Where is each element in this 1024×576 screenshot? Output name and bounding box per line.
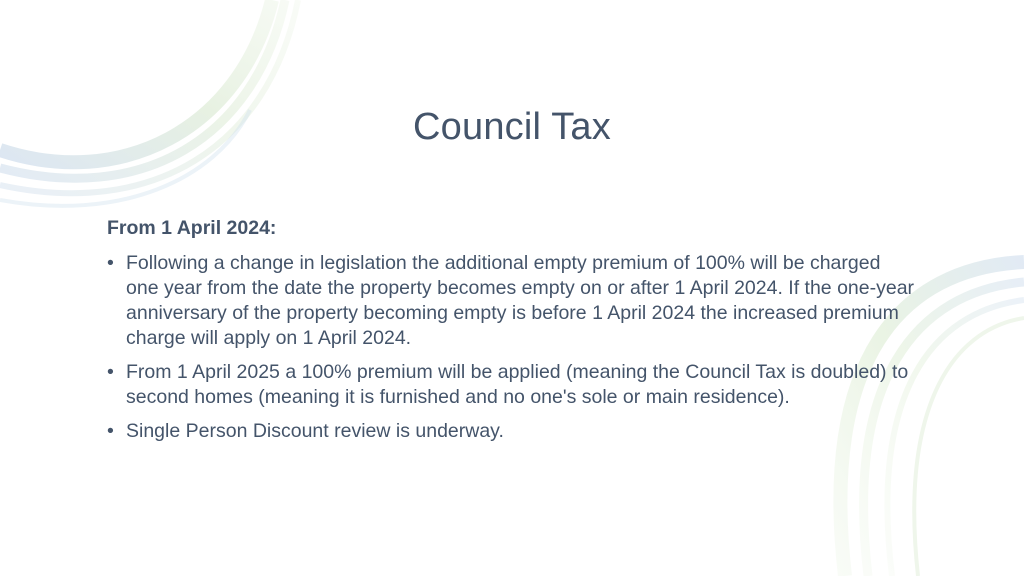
subheading: From 1 April 2024: xyxy=(107,217,277,239)
bullet-item xyxy=(107,360,917,410)
slide-title: Council Tax xyxy=(413,106,611,148)
bullet-icon: • xyxy=(107,252,114,274)
bullet-item xyxy=(107,251,917,351)
bullet-text: Following a change in legislation the additional empty premium of 100% will be charged one year from the date the property becomes empty on or after 1 April 2024. If the one-year anniversary of the property becoming empty is before 1 April 2024 the increased premium charge will apply on 1 April 2024. xyxy=(126,252,915,349)
bullet-icon: • xyxy=(107,420,114,442)
bullet-text: From 1 April 2025 a 100% premium will be applied (meaning the Council Tax is doubled) to second homes (meaning it is furnished and no one's sole or main residence). xyxy=(126,361,909,408)
bullet-item xyxy=(107,419,917,444)
bullet-icon: • xyxy=(107,361,114,383)
top-left-arc xyxy=(0,0,298,206)
bullet-list xyxy=(107,251,917,444)
slide-body xyxy=(107,216,917,453)
bullet-text: Single Person Discount review is underway. xyxy=(126,420,504,442)
